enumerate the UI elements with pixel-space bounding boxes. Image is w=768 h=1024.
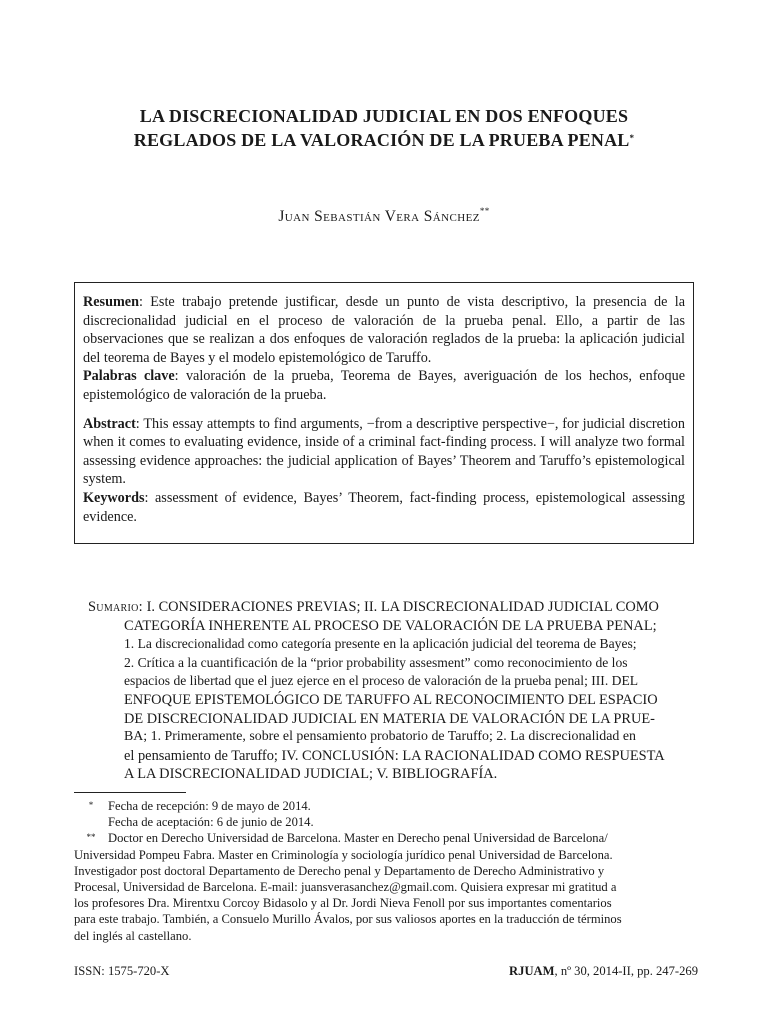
title-line-1: LA DISCRECIONALIDAD JUDICIAL EN DOS ENFOQUES xyxy=(139,106,629,126)
author-footnote-mark[interactable]: ** xyxy=(479,206,490,216)
footnote-2-line: los profesores Dra. Mirentxu Corcoy Bidasolo y al Dr. Jordi Nieva Fenoll por sus importantes comentarios xyxy=(74,896,612,911)
sumario-line: CATEGORÍA INHERENTE AL PROCESO DE VALORACIÓN DE LA PRUEBA PENAL; xyxy=(124,617,657,634)
issn: ISSN: 1575-720-X xyxy=(74,964,170,978)
footnote-2-line: Procesal, Universidad de Barcelona. E-mail: juansverasanchez@gmail.com. Quisiera expresar mi gratitud a xyxy=(74,880,617,895)
resumen-label: Resumen xyxy=(83,294,139,310)
citation-details: , nº 30, 2014-II, pp. 247-269 xyxy=(554,964,698,978)
footnote-2-line: Doctor en Derecho Universidad de Barcelona. Master en Derecho penal Universidad de Barcelona/ xyxy=(108,831,608,846)
abstract-text: : This essay attempts to find arguments, −from a descriptive perspective−, for judicial discretion when it comes to evaluating evidence, inside of a criminal fact-finding process. I will analyze two formal assessing evidence approaches: the judicial application of Bayes’ Theorem and Taruffo’s epistemological system. xyxy=(83,415,685,488)
keywords-paragraph xyxy=(83,489,685,526)
sumario-line: BA; 1. Primeramente, sobre el pensamiento probatorio de Taruffo; 2. La discrecionalidad en xyxy=(124,729,636,745)
footnote-2 xyxy=(74,830,698,846)
paper-title xyxy=(60,104,708,152)
keywords-text: : assessment of evidence, Bayes’ Theorem, fact-finding process, epistemological assessing evidence. xyxy=(83,489,685,525)
footnotes xyxy=(74,798,698,944)
footnote-1-line: Fecha de recepción: 9 de mayo de 2014. xyxy=(108,799,311,813)
sumario-line: A LA DISCRECIONALIDAD JUDICIAL; V. BIBLIOGRAFÍA. xyxy=(124,766,498,783)
sumario-block xyxy=(88,598,698,784)
sumario-label: Sumario: xyxy=(88,599,143,615)
title-line-2 xyxy=(60,128,708,152)
footnote-1 xyxy=(74,798,698,814)
sumario-line xyxy=(88,598,698,617)
sumario-line: el pensamiento de Taruffo; IV. CONCLUSIÓN: LA RACIONALIDAD COMO RESPUESTA xyxy=(124,747,665,764)
sumario-line: espacios de libertad que el juez ejerce en el proceso de valoración de la prueba penal; III. DEL xyxy=(124,673,639,689)
author-name: Juan Sebastián Vera Sánchez xyxy=(278,208,480,225)
sumario-line: 1. La discrecionalidad como categoría presente en la aplicación judicial del teorema de Bayes; xyxy=(124,636,637,652)
footnote-2-line: Investigador post doctoral Departamento de Derecho penal y Departamento de Derecho Administrativo y xyxy=(74,863,605,878)
footnote-1-line: Fecha de aceptación: 6 de junio de 2014. xyxy=(108,815,314,830)
title-footnote-mark[interactable]: * xyxy=(629,133,635,143)
palabras-clave-paragraph xyxy=(83,367,685,404)
footnote-2-line: del inglés al castellano. xyxy=(74,928,192,943)
keywords-label: Keywords xyxy=(83,489,145,506)
abstract-paragraph xyxy=(83,415,685,489)
palabras-clave-label: Palabras clave xyxy=(83,368,175,385)
journal-citation xyxy=(509,963,698,979)
palabras-clave-text: : valoración de la prueba, Teorema de Bayes, averiguación de los hechos, enfoque epistemológico de valoración de la prueba. xyxy=(83,368,685,403)
footnote-1-mark: * xyxy=(88,800,94,810)
resumen-text: : Este trabajo pretende justificar, desde un punto de vista descriptivo, la presencia de la discrecionalidad judicial en el proceso de valoración de la prueba penal. Ello, a partir de las observaciones que se realizan a dos enfoques de valoración reglados de la prueba: la aplicación judicial del teorema de Bayes y el modelo epistemológico de Taruffo. xyxy=(83,294,685,366)
sumario-line: ENFOQUE EPISTEMOLÓGICO DE TARUFFO AL RECONOCIMIENTO DEL ESPACIO xyxy=(124,691,658,708)
footnote-2-line: Universidad Pompeu Fabra. Master en Criminología y sociología jurídico penal Universidad de Barcelona. xyxy=(74,847,613,862)
journal-name: RJUAM xyxy=(509,964,555,978)
footnote-2-mark: ** xyxy=(86,832,96,843)
footnote-separator xyxy=(74,792,186,793)
sumario-text: I. CONSIDERACIONES PREVIAS; II. LA DISCRECIONALIDAD JUDICIAL COMO xyxy=(146,599,659,615)
title-line-2-text: REGLADOS DE LA VALORACIÓN DE LA PRUEBA PENAL xyxy=(133,130,630,150)
abstract-box xyxy=(74,282,694,544)
author-line xyxy=(60,208,708,226)
sumario-line: 2. Crítica a la cuantificación de la “prior probability assesment” como reconocimiento de los xyxy=(124,654,628,670)
abstract-label: Abstract xyxy=(83,415,136,432)
sumario-line: DE DISCRECIONALIDAD JUDICIAL EN MATERIA DE VALORACIÓN DE LA PRUE- xyxy=(124,710,655,727)
paragraph-gap xyxy=(83,405,685,415)
resumen-paragraph xyxy=(83,293,685,367)
footnote-2-line: para este trabajo. También, a Consuelo Murillo Ávalos, por sus valiosos aportes en la traducción de términos xyxy=(74,912,622,927)
